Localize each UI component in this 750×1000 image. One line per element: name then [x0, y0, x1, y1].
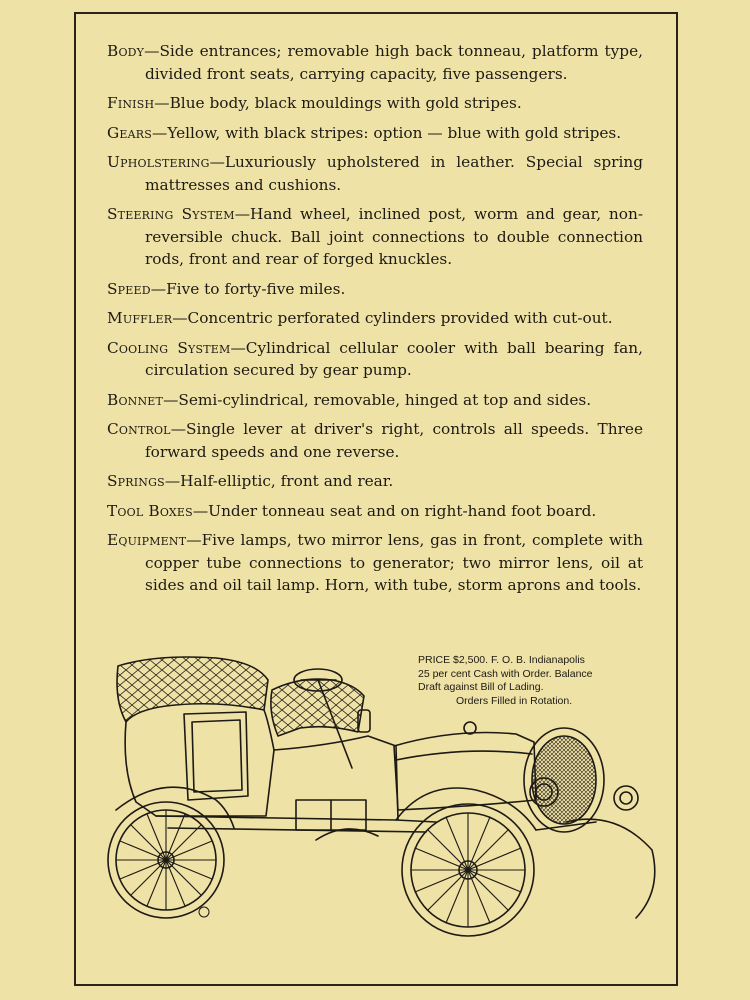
spec-text: —Yellow, with black stripes: option — blue with gold stripes. [152, 123, 622, 142]
spec-term: Steering System [107, 205, 235, 223]
spec-term: Muffler [107, 309, 173, 327]
spec-term: Upholstering [107, 153, 210, 171]
spec-steering-system [107, 203, 643, 271]
rear-wheel-spokes [116, 810, 216, 910]
spec-text: —Half-elliptic, front and rear. [164, 472, 394, 490]
spec-upholstering [107, 151, 643, 196]
price-line: PRICE $2,500. F. O. B. Indianapolis [418, 654, 585, 666]
payment-terms-line: 25 per cent Cash with Order. Balance [418, 667, 593, 680]
touring-car-illustration [96, 650, 676, 970]
spec-bonnet [107, 389, 643, 412]
spec-term: Tool Boxes [107, 501, 193, 520]
spec-term: Finish [107, 94, 155, 112]
spec-text: —Under tonneau seat and on right-hand foot board. [192, 501, 597, 520]
spec-term: Cooling System [107, 338, 231, 357]
spec-text: —Single lever at driver's right, controls all speeds. Three forward speeds and one reverse. [145, 420, 643, 461]
spec-springs [107, 470, 643, 493]
spec-text: —Cylindrical cellular cooler with ball bearing fan, circulation secured by gear pump. [145, 338, 643, 379]
spec-text: —Concentric perforated cylinders provided with cut-out. [172, 309, 613, 327]
payment-terms-line: Draft against Bill of Lading. [418, 681, 544, 693]
spec-gears [107, 122, 643, 145]
spec-tool-boxes [107, 500, 643, 523]
spec-text: —Luxuriously upholstered in leather. Special spring mattresses and cushions. [145, 153, 643, 194]
spec-muffler [107, 307, 643, 330]
spec-term: Control [107, 420, 171, 438]
orders-line: Orders Filled in Rotation. [456, 694, 573, 707]
spec-term: Body [107, 42, 145, 60]
spec-text: —Side entrances; removable high back tonneau, platform type, divided front seats, carrying capacity, five passengers. [144, 42, 643, 83]
spec-cooling-system [107, 337, 643, 382]
specifications-list [107, 40, 643, 604]
spec-equipment [107, 529, 643, 597]
spec-text: —Blue body, black mouldings with gold stripes. [154, 94, 522, 112]
spec-term: Bonnet [107, 390, 164, 409]
spec-text: —Hand wheel, inclined post, worm and gear, non-reversible chuck. Ball joint connections to double connection rods, front and rear of forged knuckles. [145, 205, 643, 268]
spec-body [107, 40, 643, 85]
spec-text: —Semi-cylindrical, removable, hinged at top and sides. [163, 390, 592, 409]
spec-term: Speed [107, 279, 151, 298]
spec-term: Equipment [107, 531, 187, 549]
front-wheel-spokes [411, 813, 525, 927]
spec-term: Springs [107, 472, 165, 490]
spec-finish [107, 92, 643, 115]
spec-text: —Five to forty-five miles. [150, 279, 346, 298]
spec-speed [107, 278, 643, 301]
spec-term: Gears [107, 123, 153, 142]
spec-control [107, 418, 643, 463]
spec-text: —Five lamps, two mirror lens, gas in front, complete with copper tube connections to generator; two mirror lens, oil at sides and oil tail lamp. Horn, with tube, storm aprons and tools. [145, 531, 643, 594]
